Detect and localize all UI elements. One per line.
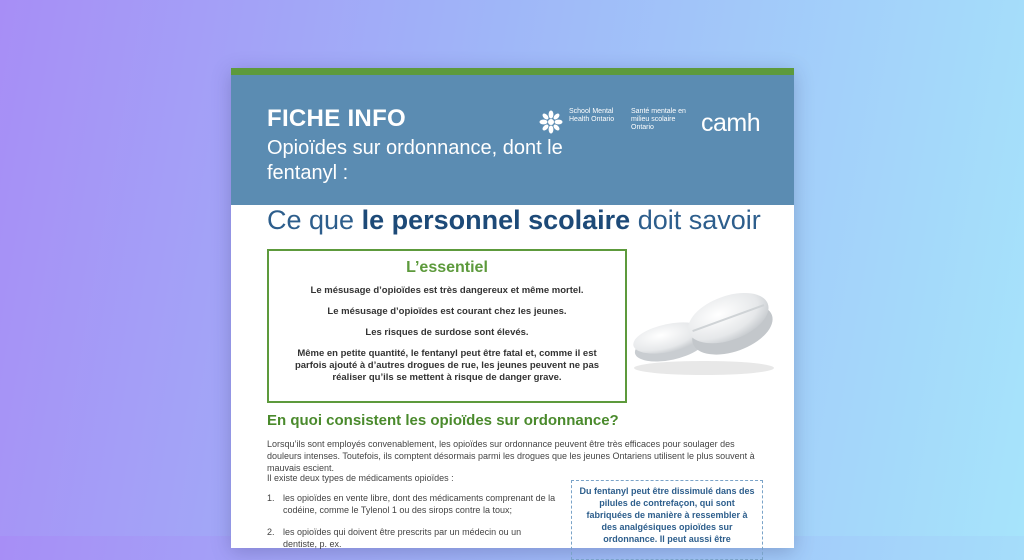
page-headline xyxy=(267,205,761,236)
essentiel-box xyxy=(267,249,627,403)
types-list xyxy=(267,492,557,560)
headline-bold: le personnel scolaire xyxy=(361,205,631,235)
flower-logo-icon xyxy=(539,110,563,134)
essentiel-title: L’essentiel xyxy=(406,259,488,276)
list-number: 1. xyxy=(267,493,275,503)
essentiel-point: Les risques de surdose sont élevés. xyxy=(365,327,529,338)
section-title: En quoi consistent les opioïdes sur ordonnance? xyxy=(267,412,619,429)
list-text: les opioïdes qui doivent être prescrits par un médecin ou un dentiste, p. ex. xyxy=(283,527,522,549)
top-accent-bar xyxy=(231,68,794,75)
types-intro: Il existe deux types de médicaments opioïdes : xyxy=(267,473,454,483)
sheet-title: FICHE INFO xyxy=(267,105,406,132)
list-text: les opioïdes en vente libre, dont des médicaments comprenant de la codéine, comme le Tylenol 1 ou des sirops contre la toux; xyxy=(283,493,556,515)
headline-post: doit savoir xyxy=(630,205,761,235)
info-sheet xyxy=(231,68,794,548)
smh-logo-text-en: School Mental Health Ontario xyxy=(569,108,615,123)
list-number: 2. xyxy=(267,527,275,537)
smh-logo-text-fr: Santé mentale en milieu scolaire Ontario xyxy=(631,108,686,131)
smh-logo xyxy=(539,108,691,134)
camh-logo: camh xyxy=(701,109,761,137)
list-item xyxy=(267,492,557,516)
list-item xyxy=(267,526,557,550)
essentiel-point: Le mésusage d’opioïdes est très dangereux et même mortel. xyxy=(310,285,584,296)
essentiel-point: Le mésusage d’opioïdes est courant chez les jeunes. xyxy=(327,306,567,317)
headline-pre: Ce que xyxy=(267,205,362,235)
sheet-subtitle: Opioïdes sur ordonnance, dont le fentanyl : xyxy=(267,137,563,184)
intro-paragraph: Lorsqu’ils sont employés convenablement, les opioïdes sur ordonnance peuvent être très efficaces pour soulager des douleurs intenses. Toutefois, ils comptent désormais parmi les drogues que les jeunes Ontariens utilisent le plus souvent à mauvais escient. xyxy=(267,439,755,473)
pills-image xyxy=(629,268,779,378)
header-banner xyxy=(231,75,794,205)
essentiel-point: Même en petite quantité, le fentanyl peut être fatal et, comme il est parfois ajouté à d’autres drogues de rue, les jeunes peuvent ne pas réaliser qu’ils se mettent à risque de danger grave. xyxy=(294,348,600,383)
fentanyl-callout: Du fentanyl peut être dissimulé dans des pilules de contrefaçon, qui sont fabriquées de manière à ressembler à des analgésiques opioïdes sur ordonnance. Il peut aussi être xyxy=(571,480,763,560)
